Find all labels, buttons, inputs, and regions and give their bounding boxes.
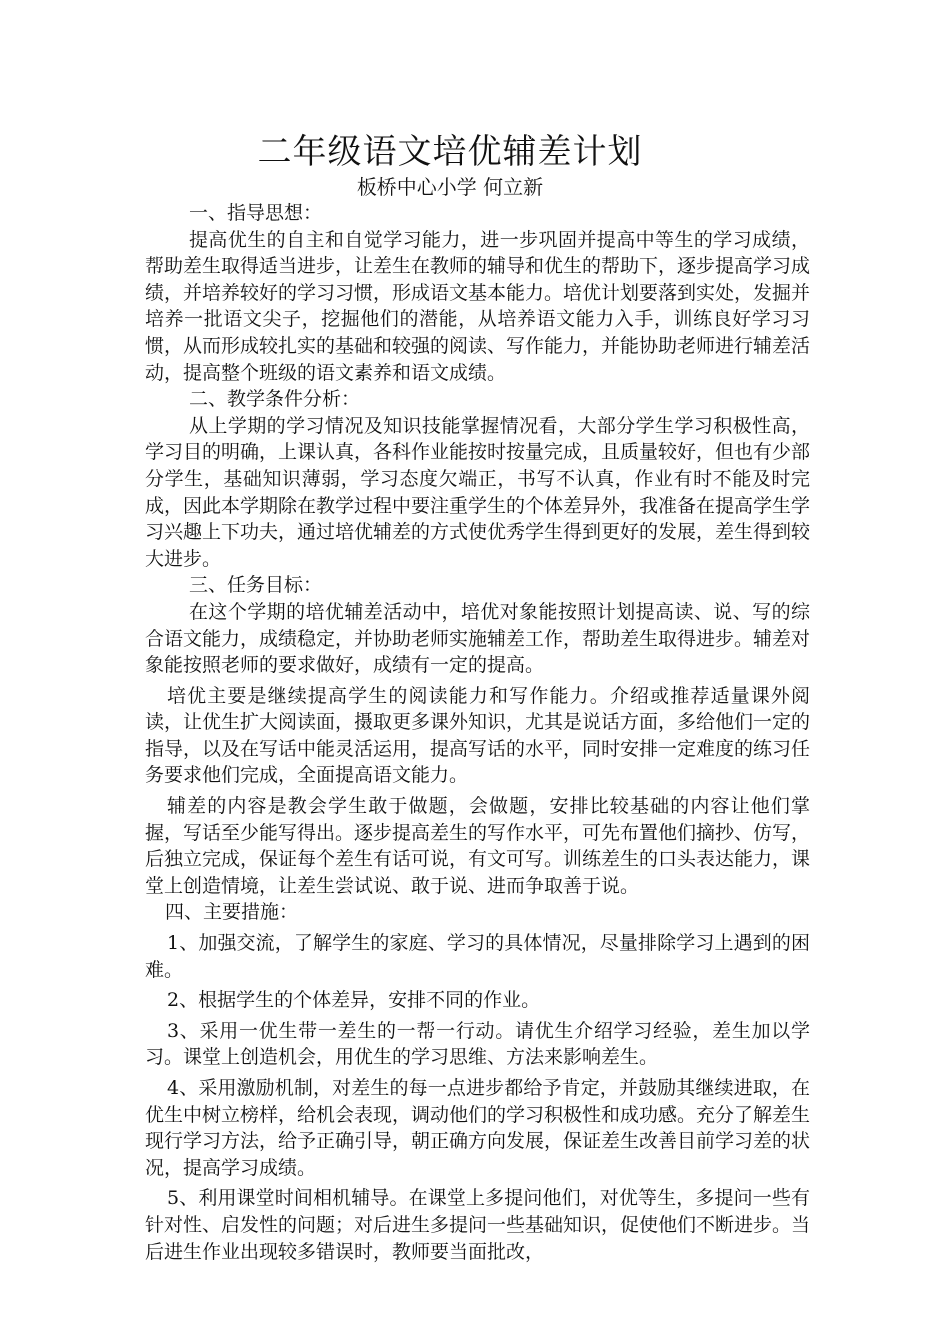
measure-item: 1、加强交流，了解学生的家庭、学习的具体情况，尽量排除学习上遇到的困难。 [145,932,810,981]
measure-item: 5、利用课堂时间相机辅导。在课堂上多提问他们，对优等生，多提问一些有针对性、启发性的问题；对后进生多提问一些基础知识，促使他们不断进步。当后进生作业出现较多错误时，教师要当面批改， [145,1187,811,1263]
section-heading-4: 四、主要措施： [165,901,299,924]
paragraph: 在这个学期的培优辅差活动中，培优对象能按照计划提高读、说、写的综合语文能力，成绩稳定，并协助老师实施辅差工作，帮助差生取得进步。辅差对象能按照老师的要求做好，成绩有一定的提高。 [145,600,811,677]
section-heading-1: 一、指导思想： [189,202,323,224]
measure-item: 4、采用激励机制，对差生的每一点进步都给予肯定，并鼓励其继续进取，在优生中树立榜样，给机会表现，调动他们的学习积极性和成功感。充分了解差生现行学习方法，给予正确引导，朝正确方向发展，保证差生改善目前学习差的状况，提高学习成绩。 [145,1077,811,1179]
author-line: 板桥中心小学 何立新 [356,175,544,199]
section-heading-2: 二、教学条件分析： [189,388,361,411]
document-body [145,200,810,1265]
paragraph: 辅差的内容是教会学生敢于做题，会做题，安排比较基础的内容让他们掌握，写话至少能写得出。逐步提高差生的写作水平，可先布置他们摘抄、仿写，后独立完成，保证每个差生有话可说，有文可写。训练差生的口头表达能力，课堂上创造情境，让差生尝试说、敢于说、进而争取善于说。 [145,795,811,897]
section-heading-3: 三、任务目标： [189,574,323,597]
measure-item: 2、根据学生的个体差异，安排不同的作业。 [167,989,541,1012]
measure-item: 3、采用一优生带一差生的一帮一行动。请优生介绍学习经验，差生加以学习。课堂上创造机会，用优生的学习思维、方法来影响差生。 [145,1019,810,1069]
document-title: 二年级语文培优辅差计划 [257,132,643,172]
paragraph: 提高优生的自主和自觉学习能力，进一步巩固并提高中等生的学习成绩，帮助差生取得适当进步，让差生在教师的辅导和优生的帮助下，逐步提高学习成绩，并培养较好的学习习惯，形成语文基本能力。培优计划要落到实处，发掘并培养一批语文尖子，挖掘他们的潜能，从培养语文能力入手，训练良好学习习惯，从而形成较扎实的基础和较强的阅读、写作能力，并能协助老师进行辅差活动，提高整个班级的语文素养和语文成绩。 [145,228,811,384]
paragraph: 培优主要是继续提高学生的阅读能力和写作能力。介绍或推荐适量课外阅读，让优生扩大阅读面，摄取更多课外知识，尤其是说话方面，多给他们一定的指导，以及在写话中能灵活运用，提高写话的水平，同时安排一定难度的练习任务要求他们完成，全面提高语文能力。 [145,684,811,787]
paragraph: 从上学期的学习情况及知识技能掌握情况看，大部分学生学习积极性高，学习目的明确，上课认真，各科作业能按时按量完成，且质量较好，但也有少部分学生，基础知识薄弱，学习态度欠端正，书写不认真，作业有时不能及时完成，因此本学期除在教学过程中要注重学生的个体差异外，我准备在提高学生学习兴趣上下功夫，通过培优辅差的方式使优秀学生得到更好的发展，差生得到较大进步。 [145,414,811,570]
